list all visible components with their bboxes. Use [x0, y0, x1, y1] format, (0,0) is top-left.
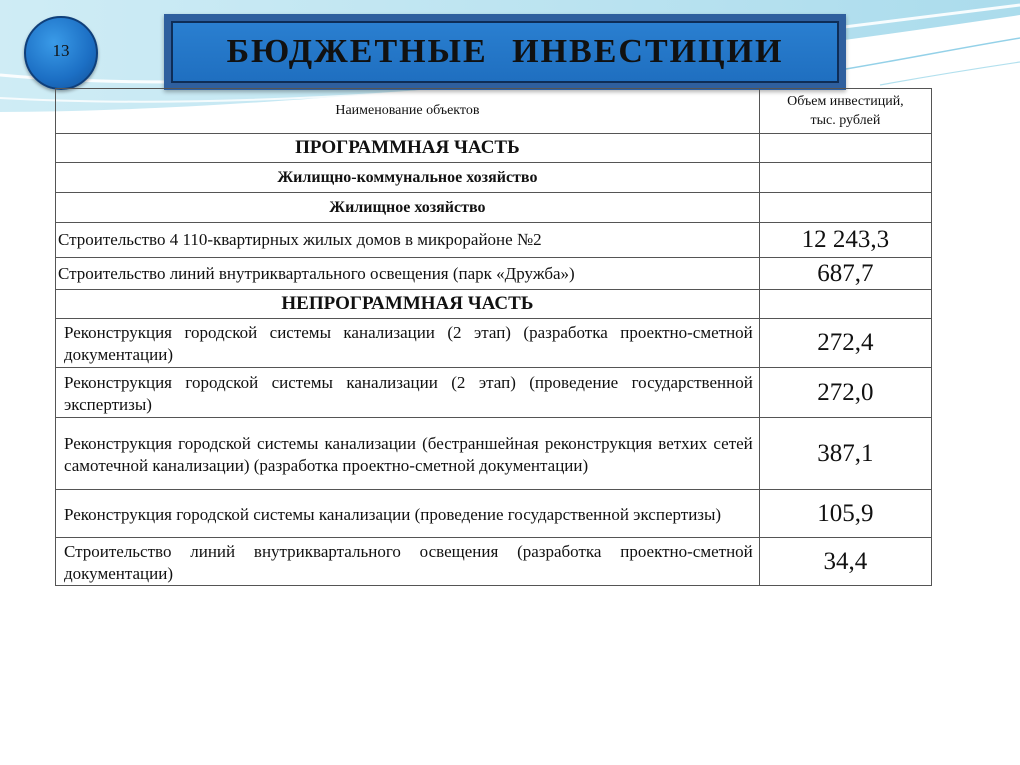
row-name: Реконструкция городской системы канализации (2 этап) (разработка проектно-сметной документации): [56, 319, 760, 368]
table-row: [56, 319, 932, 368]
table-row: [56, 418, 932, 490]
header-value-line2: тыс. рублей: [810, 113, 881, 128]
row-value: 272,0: [759, 368, 931, 418]
row-value: 272,4: [759, 319, 931, 368]
header-name: Наименование объектов: [56, 89, 760, 134]
title-banner-inner: [171, 21, 839, 83]
table-row: [56, 368, 932, 418]
slide-number: 13: [52, 41, 70, 60]
row-name: Реконструкция городской системы канализации (бестраншейная реконструкция ветхих сетей самотечной канализации) (разработка проектно-сметной документации): [56, 418, 760, 490]
row-value: 34,4: [759, 538, 931, 586]
slide-number-badge: [24, 16, 98, 90]
table-row: [56, 538, 932, 586]
row-value: 687,7: [759, 258, 931, 290]
row-name: Реконструкция городской системы канализации (проведение государственной экспертизы): [56, 490, 760, 538]
empty-cell: [759, 193, 931, 223]
nonprogram-section-title: НЕПРОГРАММНАЯ ЧАСТЬ: [56, 290, 760, 319]
slide-title: БЮДЖЕТНЫЕ ИНВЕСТИЦИИ: [226, 33, 784, 70]
title-banner: [164, 14, 846, 90]
section-row: [56, 134, 932, 163]
empty-cell: [759, 134, 931, 163]
row-name: Строительство линий внутриквартального освещения (парк «Дружба»): [56, 258, 760, 290]
category-row: [56, 163, 932, 193]
row-value: 12 243,3: [759, 223, 931, 258]
row-value: 387,1: [759, 418, 931, 490]
header-value-line1: Объем инвестиций,: [787, 94, 904, 109]
investments-table: [55, 88, 932, 586]
row-name: Строительство 4 110-квартирных жилых домов в микрорайоне №2: [56, 223, 760, 258]
row-value: 105,9: [759, 490, 931, 538]
table-row: [56, 490, 932, 538]
table-row: [56, 258, 932, 290]
subcategory-row: [56, 193, 932, 223]
table-row: [56, 223, 932, 258]
row-name: Строительство линий внутриквартального освещения (разработка проектно-сметной документации): [56, 538, 760, 586]
empty-cell: [759, 163, 931, 193]
empty-cell: [759, 290, 931, 319]
table-header-row: [56, 89, 932, 134]
category-title: Жилищно-коммунальное хозяйство: [56, 163, 760, 193]
row-name: Реконструкция городской системы канализации (2 этап) (проведение государственной экспертизы): [56, 368, 760, 418]
section-row: [56, 290, 932, 319]
subcategory-title: Жилищное хозяйство: [56, 193, 760, 223]
header-value: [759, 89, 931, 134]
program-section-title: ПРОГРАММНАЯ ЧАСТЬ: [56, 134, 760, 163]
